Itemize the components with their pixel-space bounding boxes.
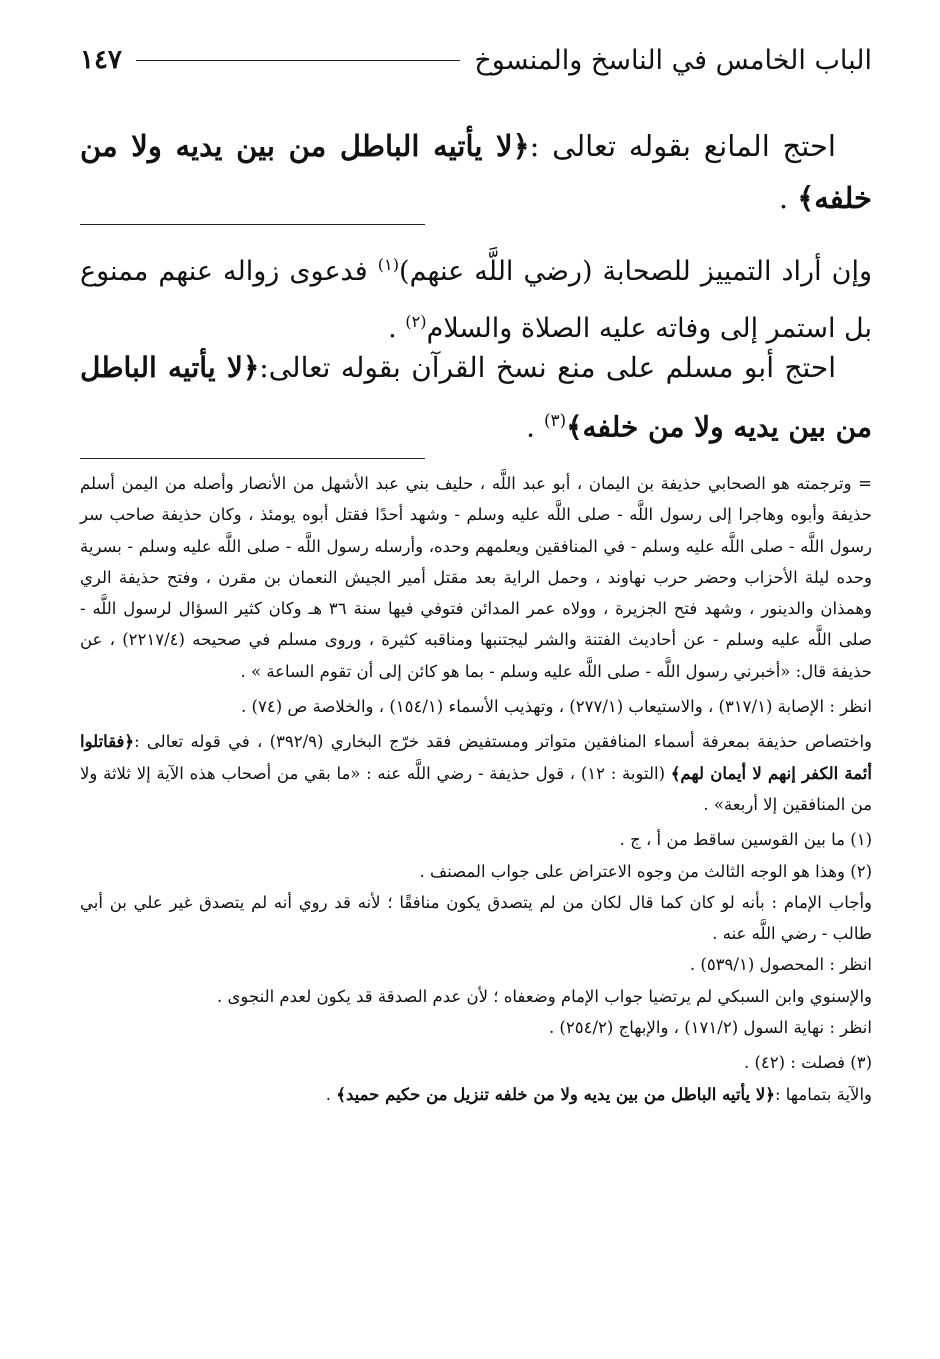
chapter-title: الباب الخامس في الناسخ والمنسوخ xyxy=(474,44,872,76)
footnote-1: (١) ما بين القوسين ساقط من أ ، ج . xyxy=(619,830,872,850)
footnotes xyxy=(80,468,872,1110)
footnote-ref-2[interactable]: (٢) xyxy=(405,312,427,331)
footnote-divider xyxy=(80,458,425,459)
running-header xyxy=(80,38,872,82)
punctuation: . xyxy=(325,1084,337,1104)
footnote-text: والآية بتمامها : xyxy=(774,1084,872,1104)
paragraph-text: فدعوى زواله عنهم ممنوع بل استمر إلى وفاته عليه الصلاة والسلام xyxy=(80,256,872,344)
quran-quote: ﴿فقاتلوا أئمة الكفر إنهم لا أيمان لهم﴾ xyxy=(80,732,872,783)
header-rule xyxy=(136,60,460,61)
punctuation: . xyxy=(388,313,406,344)
footnote-ref-3[interactable]: (٣) xyxy=(543,410,567,430)
page-number: ١٤٧ xyxy=(80,45,122,75)
paragraph-text: احتج المانع بقوله تعالى : xyxy=(529,129,836,163)
punctuation: . xyxy=(526,410,544,444)
footnote-continuation: = وترجمته هو الصحابي حذيفة بن اليمان ، أبو عبد اللَّه ، حليف بني عبد الأشهل من الأنصار وأصله من اليمن أسلم حذيفة وأبوه وهاجرا إلى رسول اللَّه - صلى اللَّه عليه وسلم - وشهد أحدًا فقتل أبوه يومئذ ، وكان حذيفة صاحب سر رسول اللَّه - صلى اللَّه عليه وسلم - في المنافقين ويعلمهم وحده، وأرسله رسول اللَّه - صلى اللَّه عليه وسلم - بسرية وحده ليلة الأحزاب وحضر حرب نهاوند ، وحمل الراية بعد مقتل أمير الجيش النعمان بن مقرن ، وفتح حذيفة الري وهمذان والدينور ، وشهد فتح الجزيرة ، وولاه عمر المدائن فتوفي فيها سنة ٣٦ هـ وكان كثير السؤال لرسول اللَّه - صلى اللَّه عليه وسلم - عن أحاديث الفتنة والشر ليجتنبها ومناقبه كثيرة ، وروى مسلم في صحيحه (٢٢١٧/٤) ، عن حذيفة قال: «أخبرني رسول اللَّه - صلى اللَّه عليه وسلم - بما هو كائن إلى أن تقوم الساعة » . xyxy=(80,474,873,681)
footnote-continuation xyxy=(80,726,872,820)
footnote-2: (٢) وهذا هو الوجه الثالث من وجوه الاعتراض على جواب المصنف . xyxy=(419,861,872,881)
footnote-text: (التوبة : ١٢) ، قول حذيفة - رضي اللَّه عنه : «ما بقي من أصحاب هذه الآية إلا ثلاثة ولا من المنافقين إلا أربعة» . xyxy=(80,763,872,814)
quran-quote: ﴿لا يأتيه الباطل من بين يديه ولا من خلفه﴾ xyxy=(80,129,872,215)
footnote-reference: انظر : الإصابة (٣١٧/١) ، والاستيعاب (٢٧٧/١) ، وتهذيب الأسماء (١٥٤/١) ، والخلاصة ص (٧٤) . xyxy=(241,697,872,717)
section-divider xyxy=(80,224,425,225)
punctuation: . xyxy=(778,181,798,215)
paragraph-text: احتج أبو مسلم على منع نسخ القرآن بقوله تعالى: xyxy=(259,351,836,384)
quran-quote: ﴿لا يأتيه الباطل من بين يديه ولا من خلفه﴾ xyxy=(80,351,872,444)
paragraph-text: وإن أراد التمييز للصحابة (رضي اللَّه عنهم) xyxy=(399,256,872,287)
footnote-2-text: والإسنوي وابن السبكي لم يرتضيا جواب الإمام وضعفاه ؛ لأن عدم الصدقة قد يكون لعدم النجوى . xyxy=(217,986,872,1006)
footnote-ref-1[interactable]: (١) xyxy=(377,255,400,274)
footnote-text: واختصاص حذيفة بمعرفة أسماء المنافقين متواتر ومستفيض فقد خرّج البخاري (٣٩٢/٩) ، في قوله تعالى : xyxy=(134,732,872,752)
paragraph-objection xyxy=(80,120,872,224)
paragraph-abu-muslim xyxy=(80,342,872,453)
footnote-3-text xyxy=(80,1079,872,1110)
footnote-2-reference: انظر : نهاية السول (١٧١/٢) ، والإبهاج (٢٥٤/٢) . xyxy=(548,1018,872,1038)
paragraph-companions xyxy=(80,240,872,354)
footnote-2-reference: انظر : المحصول (٥٣٩/١) . xyxy=(689,955,872,975)
footnote-2-text: وأجاب الإمام : بأنه لو كان كما قال لكان من لم يتصدق يكون منافقًا ؛ لأنه قد روي أنه لم يتصدق غير علي بن أبي طالب - رضي اللَّه عنه . xyxy=(80,892,872,944)
footnote-3: (٣) فصلت : (٤٢) . xyxy=(743,1053,872,1073)
quran-quote: ﴿لا يأتيه الباطل من بين يديه ولا من خلفه تنزيل من حكيم حميد﴾ xyxy=(336,1084,775,1104)
